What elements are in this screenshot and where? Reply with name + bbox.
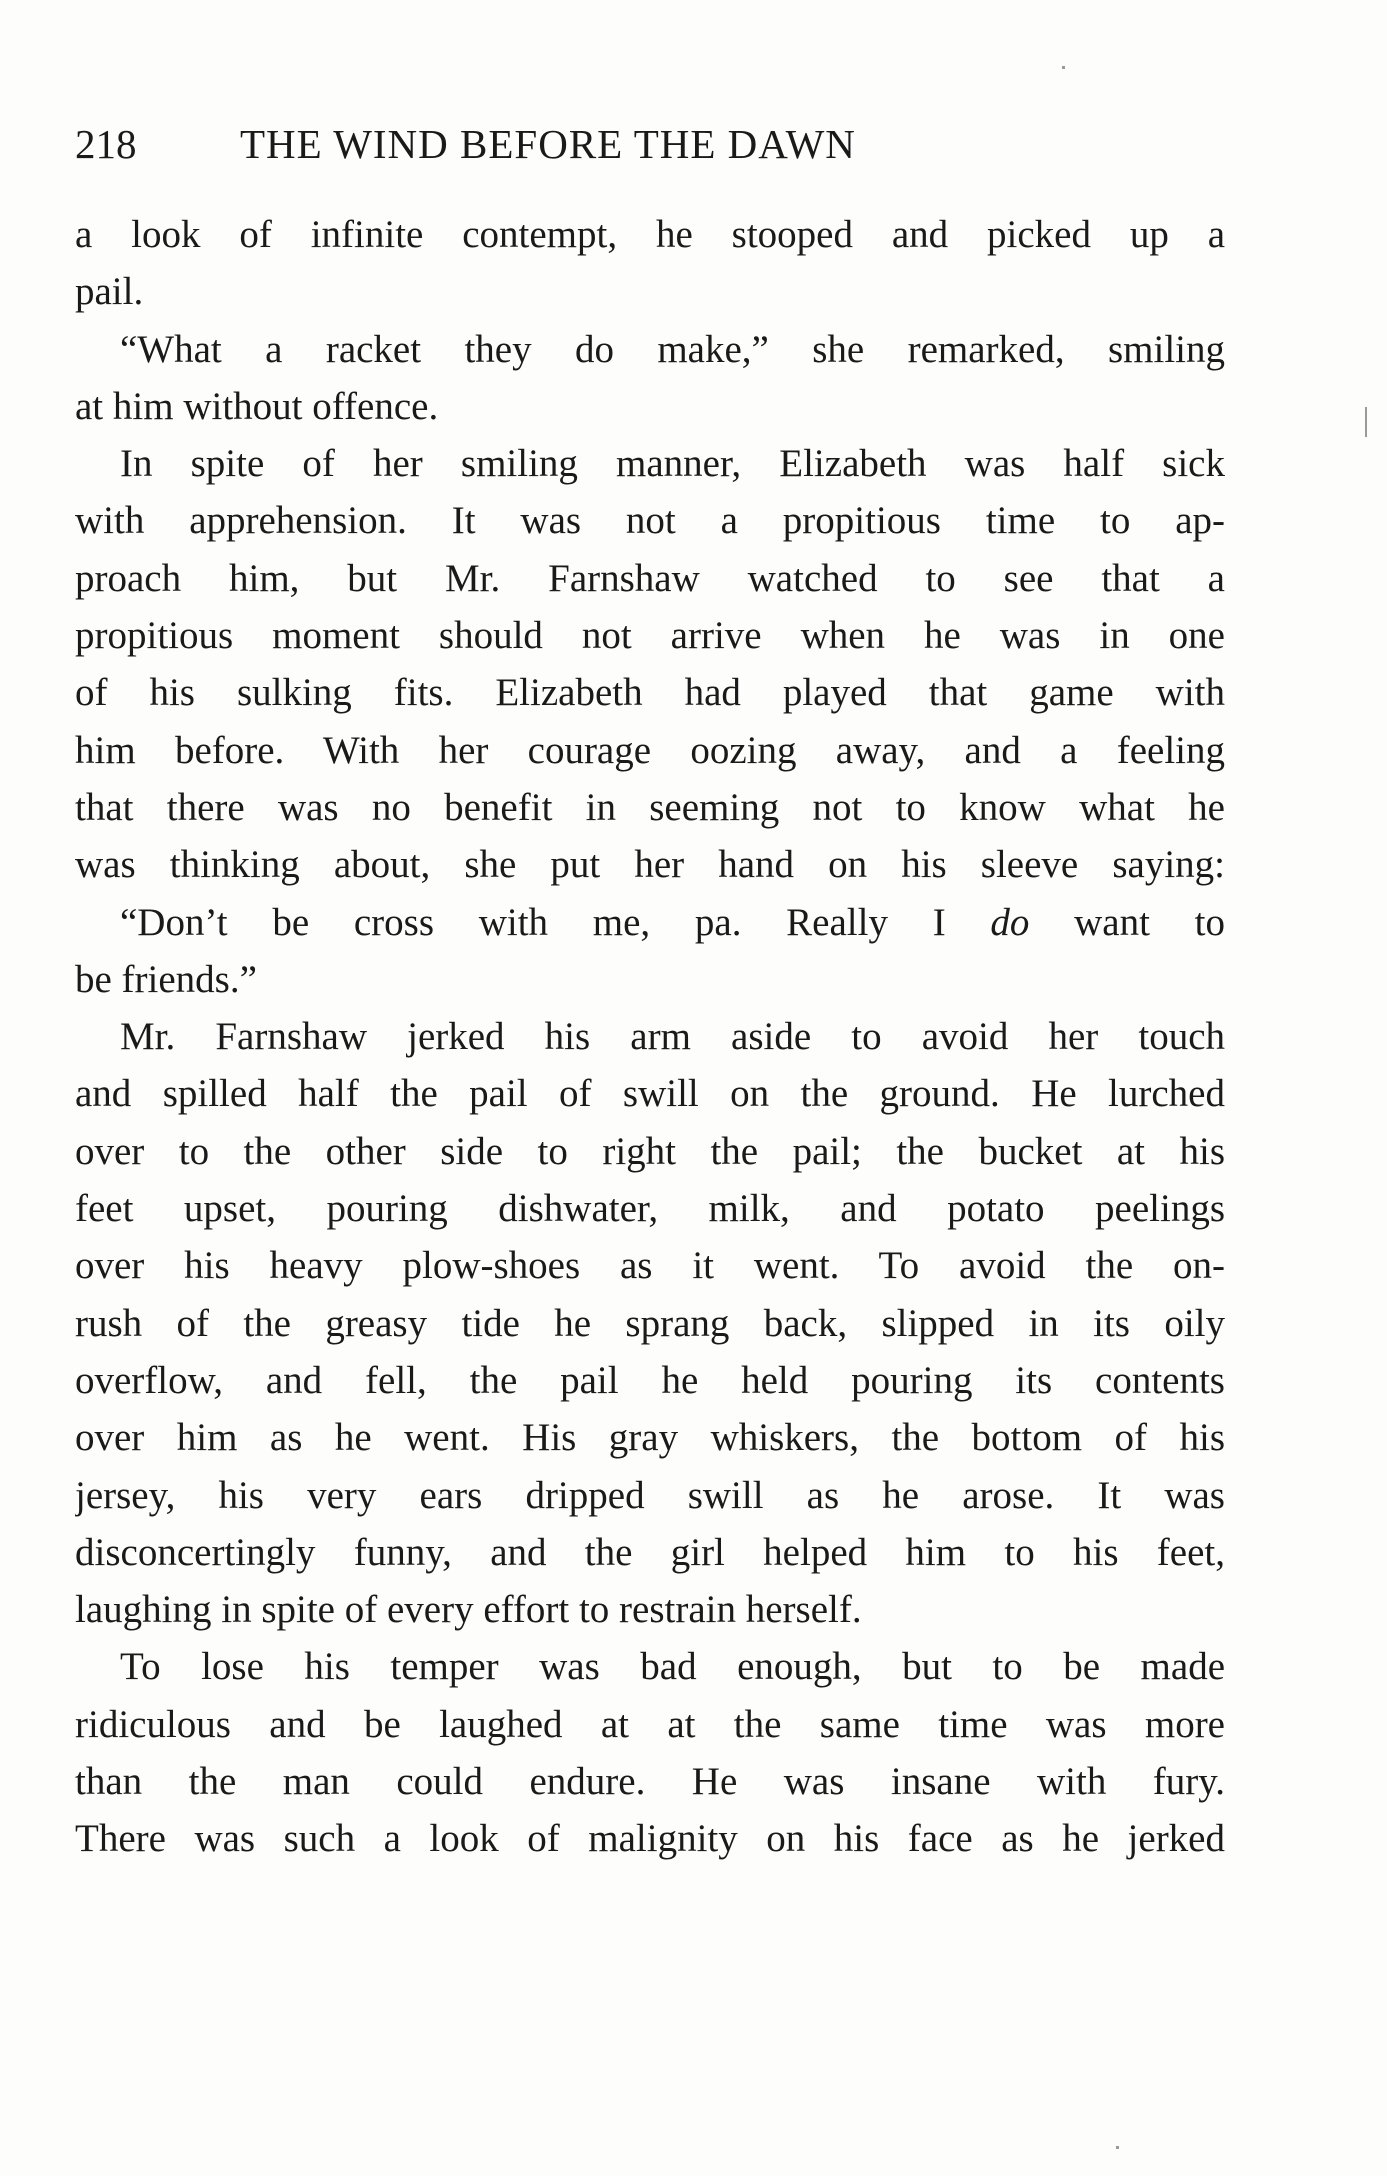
text-line: disconcertingly funny, and the girl helped him to his feet, xyxy=(75,1530,1225,1574)
running-head xyxy=(75,120,1225,180)
text-line: pail. xyxy=(75,270,144,314)
text-line: propitious moment should not arrive when he was in one xyxy=(75,614,1225,658)
text-line: “What a racket they do make,” she remarked, smiling xyxy=(120,327,1225,371)
text-line: Mr. Farnshaw jerked his arm aside to avoid her touch xyxy=(120,1015,1225,1059)
text-line: at him without offence. xyxy=(75,384,439,428)
text-line: There was such a look of malignity on his face as he jerked xyxy=(75,1817,1225,1861)
text-line: him before. With her courage oozing away, and a feeling xyxy=(75,728,1225,772)
text-line: over him as he went. His gray whiskers, the bottom of his xyxy=(75,1416,1225,1460)
text-line: ridiculous and be laughed at at the same time was more xyxy=(75,1702,1225,1746)
text-line: laughing in spite of every effort to restrain herself. xyxy=(75,1588,862,1632)
text-line: with apprehension. It was not a propitious time to ap- xyxy=(75,499,1225,543)
text-line: To lose his temper was bad enough, but to be made xyxy=(120,1645,1225,1689)
text-run: want to xyxy=(1029,900,1225,944)
text-line: feet upset, pouring dishwater, milk, and potato peelings xyxy=(75,1187,1225,1231)
emphasis-text: do xyxy=(990,900,1030,944)
text-line: be friends.” xyxy=(75,957,257,1001)
page-number: 218 xyxy=(75,121,137,167)
text-run: “Don’t be cross with me, pa. Really I xyxy=(120,900,991,944)
text-line xyxy=(75,894,1225,951)
scan-speck xyxy=(1365,407,1367,437)
text-line: was thinking about, she put her hand on his sleeve saying: xyxy=(75,843,1225,887)
text-line: that there was no benefit in seeming not to know what he xyxy=(75,785,1225,829)
text-line: and spilled half the pail of swill on the ground. He lurched xyxy=(75,1072,1225,1116)
text-line: In spite of her smiling manner, Elizabeth was half sick xyxy=(120,442,1225,486)
text-line: jersey, his very ears dripped swill as he arose. It was xyxy=(75,1473,1225,1517)
body-text xyxy=(75,206,1225,1868)
text-line: proach him, but Mr. Farnshaw watched to see that a xyxy=(75,556,1225,600)
scan-speck xyxy=(1062,66,1065,69)
scan-speck xyxy=(1116,2146,1119,2149)
text-line: of his sulking fits. Elizabeth had played that game with xyxy=(75,671,1225,715)
text-line: than the man could endure. He was insane with fury. xyxy=(75,1760,1225,1804)
running-title: THE WIND BEFORE THE DAWN xyxy=(240,121,856,167)
text-line: overflow, and fell, the pail he held pouring its contents xyxy=(75,1358,1225,1402)
text-line: over his heavy plow-shoes as it went. To avoid the on- xyxy=(75,1244,1225,1288)
text-line: over to the other side to right the pail; the bucket at his xyxy=(75,1129,1225,1173)
text-line: a look of infinite contempt, he stooped and picked up a xyxy=(75,213,1225,256)
text-line: rush of the greasy tide he sprang back, slipped in its oily xyxy=(75,1301,1225,1345)
